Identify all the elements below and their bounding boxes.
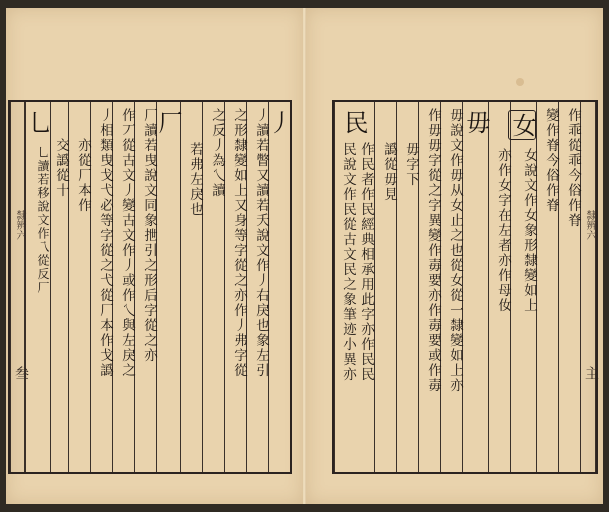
left-col-8	[68, 102, 90, 472]
right-col-4	[418, 102, 440, 472]
heading-wu: 毋	[462, 110, 490, 134]
heading-han: 厂	[154, 110, 182, 134]
text-column: 丿相類曳戈弋必等字從之弋從厂本作戈譌	[97, 108, 113, 378]
right-col-heading-3	[334, 102, 374, 472]
heading-nu: 女	[508, 110, 536, 140]
left-col-9	[50, 102, 68, 472]
right-spine-label: 隸辨六	[584, 210, 595, 240]
right-col-top-2	[536, 102, 558, 472]
left-col-5	[134, 102, 156, 472]
paper-wormhole	[516, 78, 524, 86]
left-col-2	[224, 102, 246, 472]
left-col-7	[90, 102, 112, 472]
right-page	[306, 8, 603, 504]
text-column: 作丆從古文丿變古文作丿或作乀與左戾之	[119, 108, 135, 378]
text-column: 之反丿為乀讀	[209, 108, 225, 198]
text-column: 作乖從乖今俗作脊	[565, 108, 581, 228]
left-page-number: 叁	[13, 366, 29, 380]
left-page	[6, 8, 303, 504]
left-col-6	[112, 102, 134, 472]
right-col-heading-1	[510, 102, 536, 472]
text-column: 亦從厂本作	[75, 138, 91, 213]
left-col-3	[202, 102, 224, 472]
left-col-heading-2	[156, 102, 180, 472]
right-col-6	[374, 102, 396, 472]
text-column: 毋字下	[403, 142, 419, 187]
heading-pie: 丿	[264, 110, 292, 134]
text-column: 民說文作民從古文民之象筆迹小異亦	[340, 142, 356, 382]
left-col-1	[246, 102, 268, 472]
left-col-4	[180, 102, 202, 472]
heading-min: 民	[340, 110, 368, 134]
text-column: 交譌從十	[53, 138, 69, 198]
right-col-5	[396, 102, 418, 472]
text-column: 變作脊今俗作脊	[543, 108, 559, 213]
text-column: 之形隸變如上又身等字從之亦作丿弗字從	[231, 108, 247, 378]
right-col-2	[488, 102, 510, 472]
right-text-frame	[332, 100, 598, 474]
text-column: 譌從毋見	[381, 142, 397, 202]
right-col-3	[440, 102, 462, 472]
text-column: 若弗左戾也	[187, 142, 203, 217]
text-column: 毋說文作毋从女止之也從女從一隸變如上亦	[447, 108, 463, 393]
heading-yin: 乚	[24, 110, 52, 134]
right-col-top-1	[558, 102, 580, 472]
text-column: 作毋毋字從之字異變作毐要亦作毐要或作毐	[425, 108, 441, 393]
text-column: 作民者作民經典相承用此字亦作民民	[358, 142, 374, 382]
text-column: 丿讀若瞥又讀若夭說文作丿右戾也象左引	[253, 108, 269, 378]
text-column: 女說文作女象形隸變如上	[521, 148, 537, 313]
left-spine-label: 隸辨六	[14, 210, 25, 240]
text-column: 厂讀若曳說文同象抴引之形后字從之亦	[141, 108, 157, 363]
text-column: 亦作女字在左者亦作母㚢	[495, 148, 511, 313]
left-text-frame	[8, 100, 292, 474]
right-spine	[580, 102, 599, 472]
left-col-heading-3	[24, 102, 50, 472]
left-col-heading-1	[264, 102, 292, 472]
right-col-heading-2	[462, 102, 488, 472]
text-column: 乚讀若移說文作乁從反厂	[36, 146, 50, 295]
right-page-number: 主	[583, 366, 599, 380]
